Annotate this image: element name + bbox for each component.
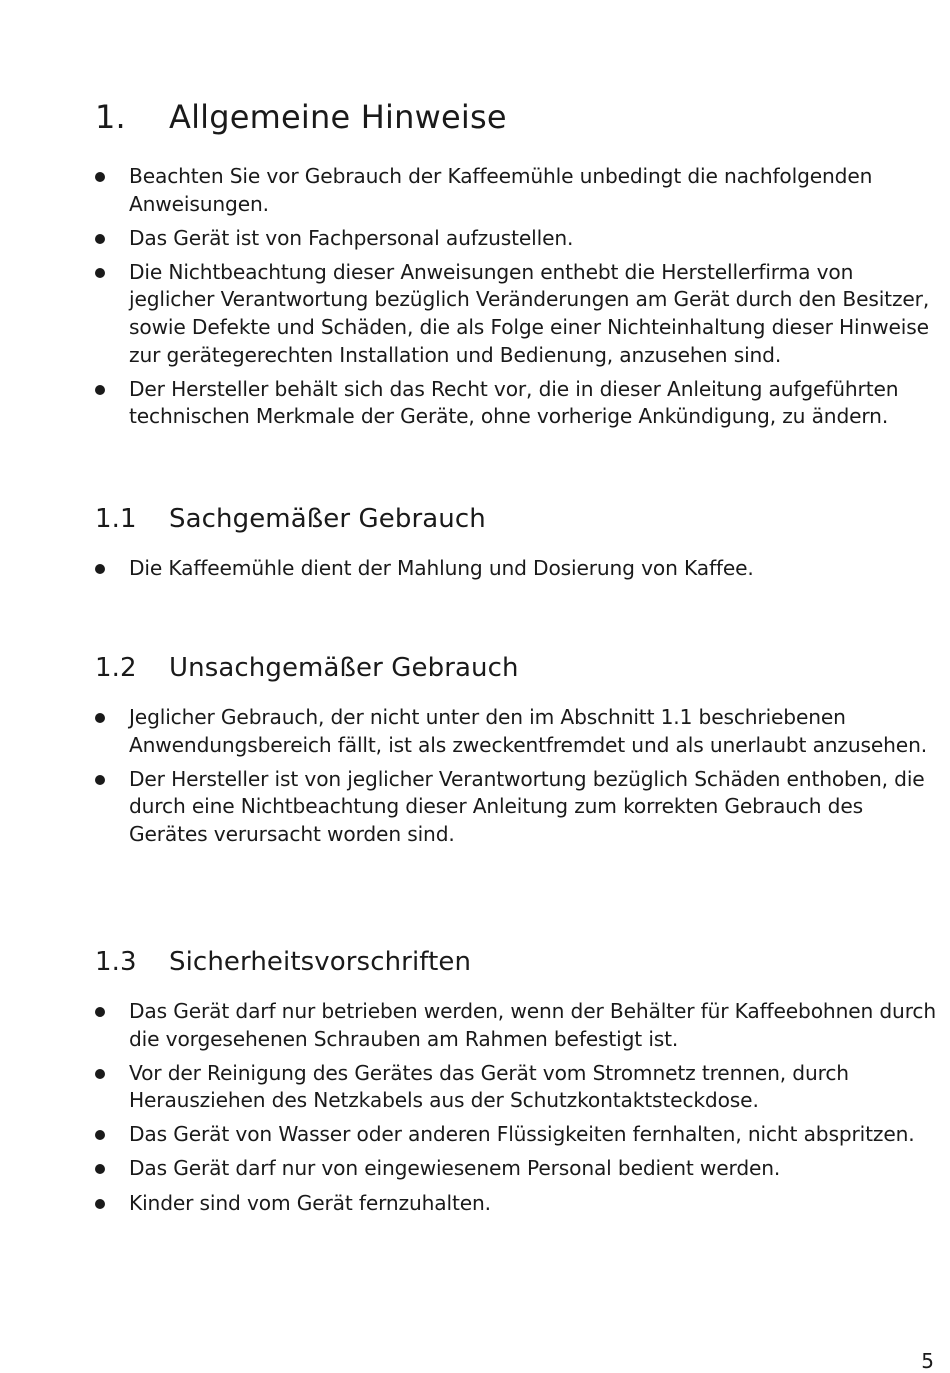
section-heading (95, 502, 940, 536)
section-number: 1. (95, 98, 126, 136)
bullet-icon (95, 564, 105, 574)
section-title: Allgemeine Hinweise (169, 98, 507, 136)
bullet-icon (95, 1199, 105, 1209)
section-title: Sicherheitsvorschriften (169, 947, 472, 977)
list-item-text: Jeglicher Gebrauch, der nicht unter den im Abschnitt 1.1 beschriebenen Anwendungsbereich fällt, ist als zweckentfremdet und als unerlaubt anzusehen. (129, 705, 927, 757)
bullet-list (95, 704, 940, 848)
list-item-text: Das Gerät darf nur von eingewiesenem Personal bedient werden. (129, 1156, 781, 1181)
section-title: Unsachgemäßer Gebrauch (169, 653, 519, 683)
list-item-text: Das Gerät von Wasser oder anderen Flüssigkeiten fernhalten, nicht abspritzen. (129, 1122, 915, 1147)
section-number: 1.1 (95, 504, 137, 534)
bullet-icon (95, 234, 105, 244)
section-heading (95, 651, 940, 685)
list-item-text: Der Hersteller behält sich das Recht vor, die in dieser Anleitung aufgeführten technischen Merkmale der Geräte, ohne vorherige Ankündigung, zu ändern. (129, 376, 899, 429)
bullet-icon (95, 1164, 105, 1174)
bullet-list (95, 998, 940, 1217)
list-item-text: Die Kaffeemühle dient der Mahlung und Dosierung von Kaffee. (129, 556, 754, 580)
bullet-list (95, 555, 940, 583)
list-item-text: Beachten Sie vor Gebrauch der Kaffeemühle unbedingt die nachfolgenden Anweisungen. (129, 164, 873, 216)
list-item (95, 998, 940, 1053)
page-number: 5 (921, 1349, 934, 1373)
section-number: 1.3 (95, 947, 137, 977)
bullet-icon (95, 1130, 105, 1140)
list-item (95, 259, 940, 369)
section-heading (95, 945, 940, 979)
list-item (95, 1190, 940, 1218)
list-item (95, 1155, 940, 1183)
list-item (95, 766, 940, 849)
bullet-icon (95, 1069, 105, 1079)
list-item-text: Die Nichtbeachtung dieser Anweisungen enthebt die Herstellerfirma von jeglicher Verantwortung bezüglich Veränderungen am Gerät durch den Besitzer, sowie Defekte und Schäden, die als Folge einer Nichteinhaltung dieser Hinweise zur gerätegerechten Installation und Bedienung, anzusehen sind. (129, 259, 930, 367)
section-heading (95, 97, 940, 137)
bullet-icon (95, 1007, 105, 1017)
list-item-text: Vor der Reinigung des Gerätes das Gerät vom Stromnetz trennen, durch Herausziehen des Netzkabels aus der Schutzkontaktsteckdose. (129, 1060, 849, 1113)
list-item-text: Kinder sind vom Gerät fernzuhalten. (129, 1190, 491, 1215)
bullet-icon (95, 268, 105, 278)
list-item (95, 704, 940, 759)
list-item (95, 163, 940, 218)
list-item (95, 1121, 940, 1149)
bullet-list (95, 163, 940, 431)
list-item-text: Der Hersteller ist von jeglicher Verantwortung bezüglich Schäden enthoben, die durch eine Nichtbeachtung dieser Anleitung zum korrekten Gebrauch des Gerätes verursacht worden sind. (129, 766, 925, 846)
list-item (95, 376, 940, 431)
list-item-text: Das Gerät darf nur betrieben werden, wenn der Behälter für Kaffeebohnen durch die vorgesehenen Schrauben am Rahmen befestigt ist. (129, 999, 936, 1051)
list-item-text: Das Gerät ist von Fachpersonal aufzustellen. (129, 225, 574, 250)
list-item (95, 225, 940, 253)
bullet-icon (95, 385, 105, 395)
bullet-icon (95, 713, 105, 723)
list-item (95, 1060, 940, 1115)
section-number: 1.2 (95, 653, 137, 683)
section-proper-use (95, 502, 940, 589)
bullet-icon (95, 172, 105, 182)
section-general-notes (95, 97, 940, 437)
section-improper-use (95, 651, 940, 855)
section-safety-regulations (95, 945, 940, 1224)
bullet-icon (95, 775, 105, 785)
section-title: Sachgemäßer Gebrauch (169, 504, 486, 534)
list-item (95, 555, 940, 583)
